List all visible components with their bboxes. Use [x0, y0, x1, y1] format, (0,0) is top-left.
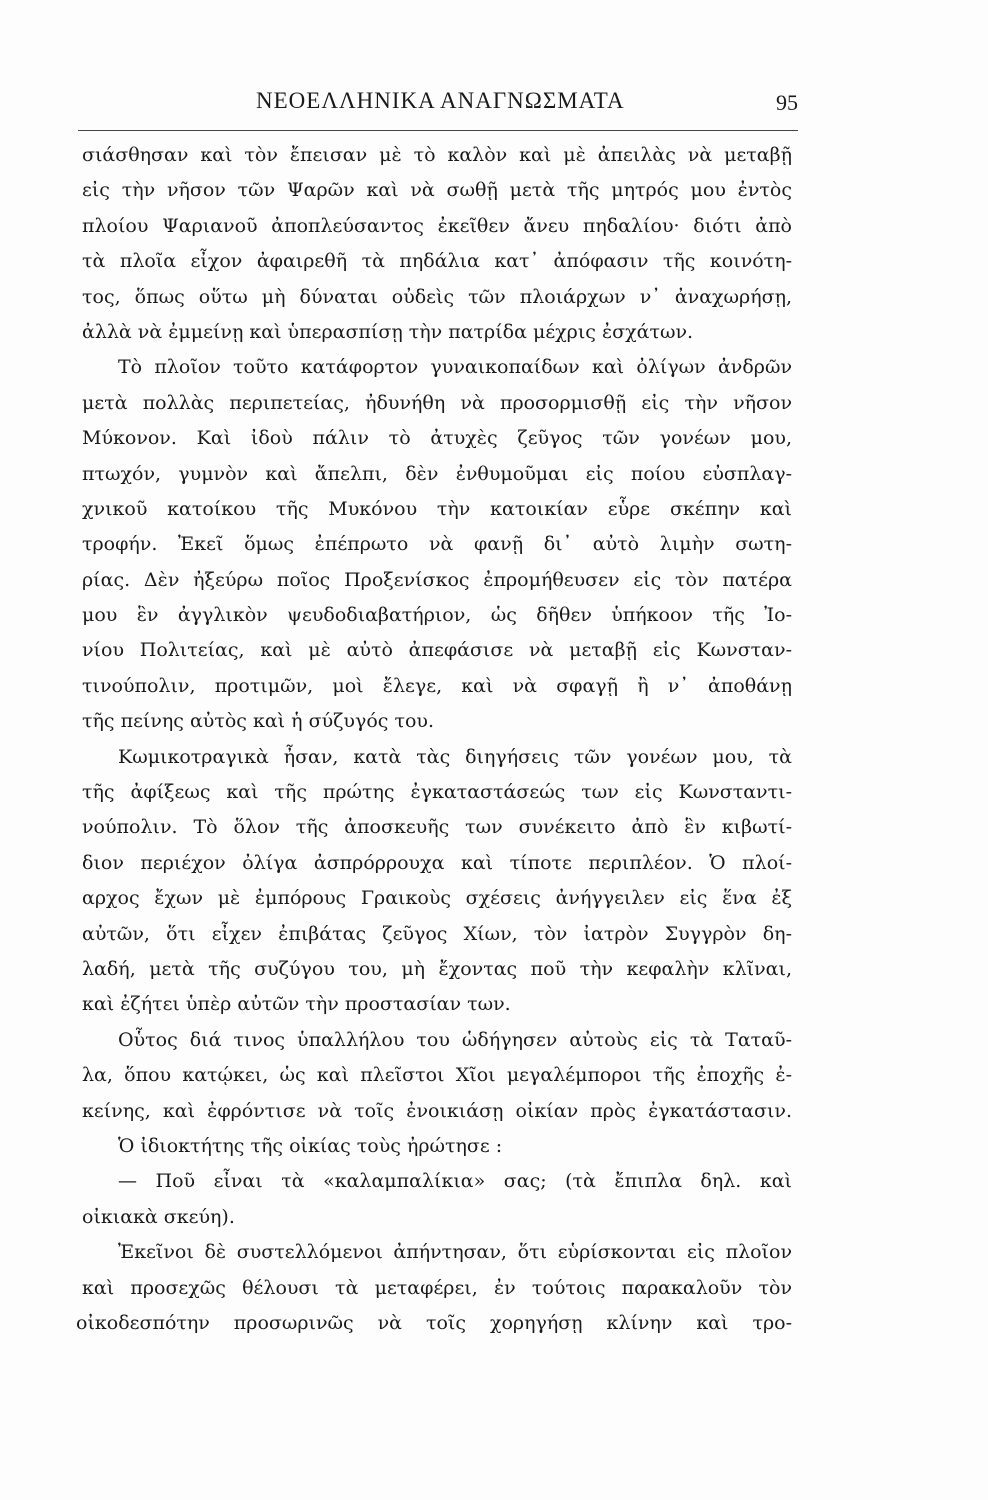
text-line: μου ἓν ἀγγλικὸν ψευδοδιαβατήριον, ὡς δῆθεν ὑπήκοον τῆς Ἰο- — [82, 604, 792, 627]
page-number: 95 — [776, 90, 798, 115]
text-line: οἰκιακὰ σκεύη). — [82, 1205, 235, 1228]
text-line: Κωμικοτραγικὰ ἦσαν, κατὰ τὰς διηγήσεις τῶν γονέων μου, τὰ — [118, 745, 792, 768]
header-rule — [78, 130, 798, 131]
running-title: ΝΕΟΕΛΛΗΝΙΚΑ ΑΝΑΓΝΩΣΜΑΤΑ — [256, 88, 625, 113]
text-line: τος, ὅπως οὕτω μὴ δύναται οὐδεὶς τῶν πλοιάρχων ν᾿ ἀναχωρήσῃ, — [82, 285, 792, 308]
page-header — [78, 88, 798, 128]
text-line: Οὗτος διά τινος ὑπαλλήλου του ὡδήγησεν αὐτοὺς εἰς τὰ Ταταῦ- — [118, 1028, 792, 1051]
text-line: — Ποῦ εἶναι τὰ «καλαμπαλίκια» σας; (τὰ ἔπιπλα δηλ. καὶ — [118, 1170, 792, 1193]
body-text — [76, 138, 792, 1341]
text-line: πτωχόν, γυμνὸν καὶ ἄπελπι, δὲν ἐνθυμοῦμαι εἰς ποίου εὐσπλαγ- — [82, 462, 792, 485]
text-line: νούπολιν. Τὸ ὅλον τῆς ἀποσκευῆς των συνέκειτο ἀπὸ ἓν κιβωτί- — [82, 816, 792, 839]
text-line: ρίας. Δὲν ἠξεύρω ποῖος Προξενίσκος ἐπρομήθευσεν εἰς τὸν πατέρα — [82, 568, 792, 591]
text-line: λαδή, μετὰ τῆς συζύγου του, μὴ ἔχοντας ποῦ τὴν κεφαλὴν κλῖναι, — [82, 957, 792, 980]
text-line: οἰκοδεσπότην προσωρινῶς νὰ τοῖς χορηγήσῃ κλίνην καὶ τρο- — [76, 1311, 792, 1334]
text-line: τῆς ἀφίξεως καὶ τῆς πρώτης ἐγκαταστάσεώς των εἰς Κωνσταντι- — [82, 781, 792, 804]
text-line: τροφήν. Ἐκεῖ ὅμως ἐπέπρωτο νὰ φανῇ δι᾿ αὐτὸ λιμὴν σωτη- — [82, 533, 792, 556]
text-line: αὐτῶν, ὅτι εἶχεν ἐπιβάτας ζεῦγος Χίων, τὸν ἰατρὸν Συγγρὸν δη- — [82, 922, 792, 945]
text-line: τὰ πλοῖα εἶχον ἀφαιρεθῆ τὰ πηδάλια κατ᾿ ἀπόφασιν τῆς κοινότη- — [82, 250, 792, 273]
text-line: Μύκονον. Καὶ ἰδοὺ πάλιν τὸ ἀτυχὲς ζεῦγος τῶν γονέων μου, — [82, 427, 792, 450]
text-line: νίου Πολιτείας, καὶ μὲ αὐτὸ ἀπεφάσισε νὰ μεταβῇ εἰς Κωνσταν- — [82, 639, 792, 662]
text-line: Ὁ ἰδιοκτήτης τῆς οἰκίας τοὺς ἠρώτησε : — [118, 1134, 503, 1157]
text-line: εἰς τὴν νῆσον τῶν Ψαρῶν καὶ νὰ σωθῇ μετὰ τῆς μητρός μου ἐντὸς — [82, 179, 792, 202]
text-line: αρχος ἔχων μὲ ἐμπόρους Γραικοὺς σχέσεις ἀνήγγειλεν εἰς ἕνα ἐξ — [82, 887, 792, 910]
text-line: καὶ προσεχῶς θέλουσι τὰ μεταφέρει, ἐν τούτοις παρακαλοῦν τὸν — [82, 1276, 792, 1299]
text-line: διον περιέχον ὀλίγα ἀσπρόρρουχα καὶ τίποτε περιπλέον. Ὁ πλοί- — [82, 851, 792, 874]
text-line: καὶ ἐζήτει ὑπὲρ αὐτῶν τὴν προστασίαν των. — [82, 993, 511, 1016]
text-line: σιάσθησαν καὶ τὸν ἔπεισαν μὲ τὸ καλὸν καὶ μὲ ἀπειλὰς νὰ μεταβῇ — [82, 144, 792, 166]
text-line: τῆς πείνης αὐτὸς καὶ ἡ σύζυγός του. — [82, 710, 434, 733]
text-line: λα, ὅπου κατῴκει, ὡς καὶ πλεῖστοι Χῖοι μεγαλέμποροι τῆς ἐποχῆς ἐ- — [82, 1064, 792, 1087]
text-line: Ἐκεῖνοι δὲ συστελλόμενοι ἀπήντησαν, ὅτι εὑρίσκονται εἰς πλοῖον — [118, 1241, 792, 1264]
text-line: πλοίου Ψαριανοῦ ἀποπλεύσαντος ἐκεῖθεν ἄνευ πηδαλίου· διότι ἀπὸ — [82, 214, 792, 237]
text-line: τινούπολιν, προτιμῶν, μοὶ ἔλεγε, καὶ νὰ σφαγῇ ἢ ν᾿ ἀποθάνῃ — [82, 674, 792, 697]
text-line: κείνης, καὶ ἐφρόντισε νὰ τοῖς ἐνοικιάσῃ οἰκίαν πρὸς ἐγκατάστασιν. — [82, 1099, 792, 1122]
text-line: χνικοῦ κατοίκου τῆς Μυκόνου τὴν κατοικίαν εὗρε σκέπην καὶ — [82, 497, 792, 520]
text-line: μετὰ πολλὰς περιπετείας, ἠδυνήθη νὰ προσορμισθῇ εἰς τὴν νῆσον — [82, 391, 792, 414]
text-line: Τὸ πλοῖον τοῦτο κατάφορτον γυναικοπαίδων καὶ ὀλίγων ἀνδρῶν — [118, 356, 792, 379]
text-line: ἀλλὰ νὰ ἐμμείνῃ καὶ ὑπερασπίσῃ τὴν πατρίδα μέχρις ἐσχάτων. — [82, 320, 694, 343]
